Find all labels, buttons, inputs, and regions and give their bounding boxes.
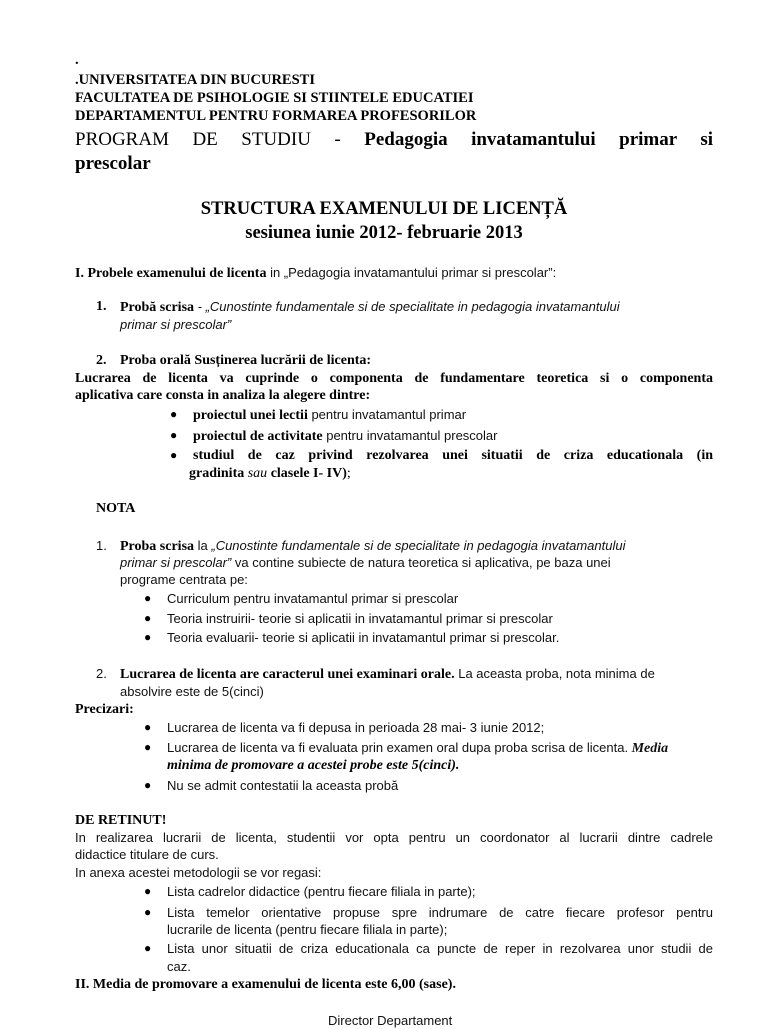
option-end: ; [346, 466, 351, 481]
nota-bullet: Teoria evaluarii- teorie si aplicatii in invatamantul primar si prescolar. [167, 630, 560, 645]
nota-item1-italic: „Cunostinte fundamentale si de specialitate in pedagogia invatamantului [211, 538, 626, 553]
program-name-cont: prescolar [75, 153, 151, 174]
faculty-name: FACULTATEA DE PSIHOLOGIE SI STIINTELE EDUCATIEI [75, 90, 474, 106]
precizari-bullet2-cont: minima de promovare a acestei probe este 5(cinci). [167, 758, 460, 773]
item2-desc-line2: aplicativa care consta in analiza la alegere dintre: [75, 388, 371, 403]
option-lesson-plan [193, 406, 466, 424]
nota-bullet: Curriculum pentru invatamantul primar si prescolar [167, 591, 459, 606]
precizari-bullet2-emph: Media [628, 741, 669, 756]
program-line [75, 129, 713, 151]
nota-item2-number: 2. [96, 666, 107, 681]
nota-item2-bold: Lucrarea de licenta are caracterul unei examinari orale. [120, 667, 455, 682]
item1-text-cont: primar si prescolar” [120, 317, 232, 332]
nota-item2-rest: La aceasta proba, nota minima de [454, 666, 655, 681]
bullet-icon: ● [170, 407, 178, 421]
bullet-icon: ● [144, 778, 152, 792]
bullet-icon: ● [170, 448, 178, 462]
bullet-icon: ● [144, 740, 152, 754]
retinut-bullet: Lista unor situatii de criza educationala ca puncte de reper in rezolvarea unor studii de [167, 941, 713, 956]
department-name: DEPARTAMENTUL PENTRU FORMAREA PROFESORILOR [75, 108, 477, 124]
precizari-bullet2-text: Lucrarea de licenta va fi evaluata prin examen oral dupa proba scrisa de licenta. [167, 740, 629, 755]
bullet-icon: ● [144, 591, 152, 605]
option-bold: proiectul de activitate [193, 429, 323, 444]
nota-item1-line2 [120, 554, 611, 571]
bullet-icon: ● [170, 428, 178, 442]
retinut-label: DE RETINUT! [75, 813, 167, 828]
retinut-para-line1: In realizarea lucrarii de licenta, studentii vor opta pentru un coordonator al lucrarii dintre cadrele [75, 830, 713, 845]
exam-title: STRUCTURA EXAMENULUI DE LICENȚĂ [200, 199, 568, 219]
option-bold: proiectul unei lectii [193, 408, 308, 423]
nota-item1-line1 [120, 537, 625, 555]
nota-item1-number: 1. [96, 538, 107, 553]
section2-text: II. Media de promovare a examenului de licenta este 6,00 (sase). [75, 977, 456, 992]
item1-bold: Probă scrisa [120, 300, 195, 315]
option-activity-plan [193, 427, 497, 445]
nota-bullet: Teoria instruirii- teorie si aplicatii in invatamantul primar si prescolar [167, 611, 553, 626]
bullet-icon: ● [144, 611, 152, 625]
bullet-icon: ● [144, 630, 152, 644]
nota-item1-italic-cont: primar si prescolar” [120, 555, 232, 570]
bullet-icon: ● [144, 720, 152, 734]
option-case-study: studiul de caz privind rezolvarea unei situatii de criza educationala (in [193, 448, 713, 463]
exam-session: sesiunea iunie 2012- februarie 2013 [245, 223, 523, 243]
nota-item1-mid: la [194, 538, 212, 553]
section1-heading-bold: I. Probele examenului de licenta [75, 266, 267, 281]
section1-heading [75, 264, 556, 282]
item1-text [120, 298, 620, 316]
retinut-bullet-cont: lucrarile de licenta (pentru fiecare filiala in parte); [167, 922, 448, 937]
signature-title: Director Departament [328, 1013, 453, 1028]
retinut-bullet-cont: caz. [167, 959, 191, 974]
nota-item2-line1 [120, 665, 655, 683]
program-dash: - [334, 129, 341, 150]
nota-item2-line2: absolvire este de 5(cinci) [120, 684, 264, 699]
bullet-icon: ● [144, 905, 152, 919]
nota-item1-rest: va contine subiecte de natura teoretica si aplicativa, pe baza unei [231, 555, 611, 570]
retinut-para-line2: didactice titulare de curs. [75, 847, 219, 862]
option-italic: sau [247, 466, 268, 481]
precizari-bullet: Lucrarea de licenta va fi depusa in perioada 28 mai- 3 iunie 2012; [167, 720, 545, 735]
bullet-icon: ● [144, 941, 152, 955]
nota-label: NOTA [96, 501, 136, 516]
option-case-study-cont [189, 465, 351, 482]
item2-number: 2. [96, 353, 107, 368]
item2-desc-line1: Lucrarea de licenta va cuprinde o componenta de fundamentare teoretica si o componenta [75, 371, 713, 386]
nota-item1-line3: programe centrata pe: [120, 572, 248, 587]
program-name: Pedagogia invatamantului primar si [364, 129, 713, 150]
option-rest: pentru invatamantul prescolar [322, 428, 498, 443]
header-dot: . [75, 52, 79, 68]
section1-heading-rest: in „Pedagogia invatamantului primar si prescolar”: [266, 265, 557, 280]
bullet-icon: ● [144, 884, 152, 898]
retinut-para-line3: In anexa acestei metodologii se vor regasi: [75, 865, 322, 880]
option-bold: clasele I- IV) [267, 466, 347, 481]
item2-title: Proba orală Susținerea lucrării de licenta: [120, 353, 372, 368]
precizari-bullet: Nu se admit contestatii la aceasta probă [167, 778, 399, 793]
program-prefix: PROGRAM DE STUDIU [75, 129, 311, 150]
university-name: .UNIVERSITATEA DIN BUCURESTI [75, 72, 315, 88]
retinut-bullet: Lista cadrelor didactice (pentru fiecare filiala in parte); [167, 884, 476, 899]
precizari-bullet [167, 739, 668, 757]
retinut-bullet: Lista temelor orientative propuse spre indrumare de catre fiecare profesor pentru [167, 905, 713, 920]
option-bold: gradinita [189, 466, 248, 481]
item1-number: 1. [96, 299, 107, 314]
precizari-label: Precizari: [75, 702, 134, 717]
nota-item1-bold: Proba scrisa [120, 539, 195, 554]
option-rest: pentru invatamantul primar [307, 407, 467, 422]
item1-italic: - „Cunostinte fundamentale si de specialitate in pedagogia invatamantului [194, 299, 620, 314]
